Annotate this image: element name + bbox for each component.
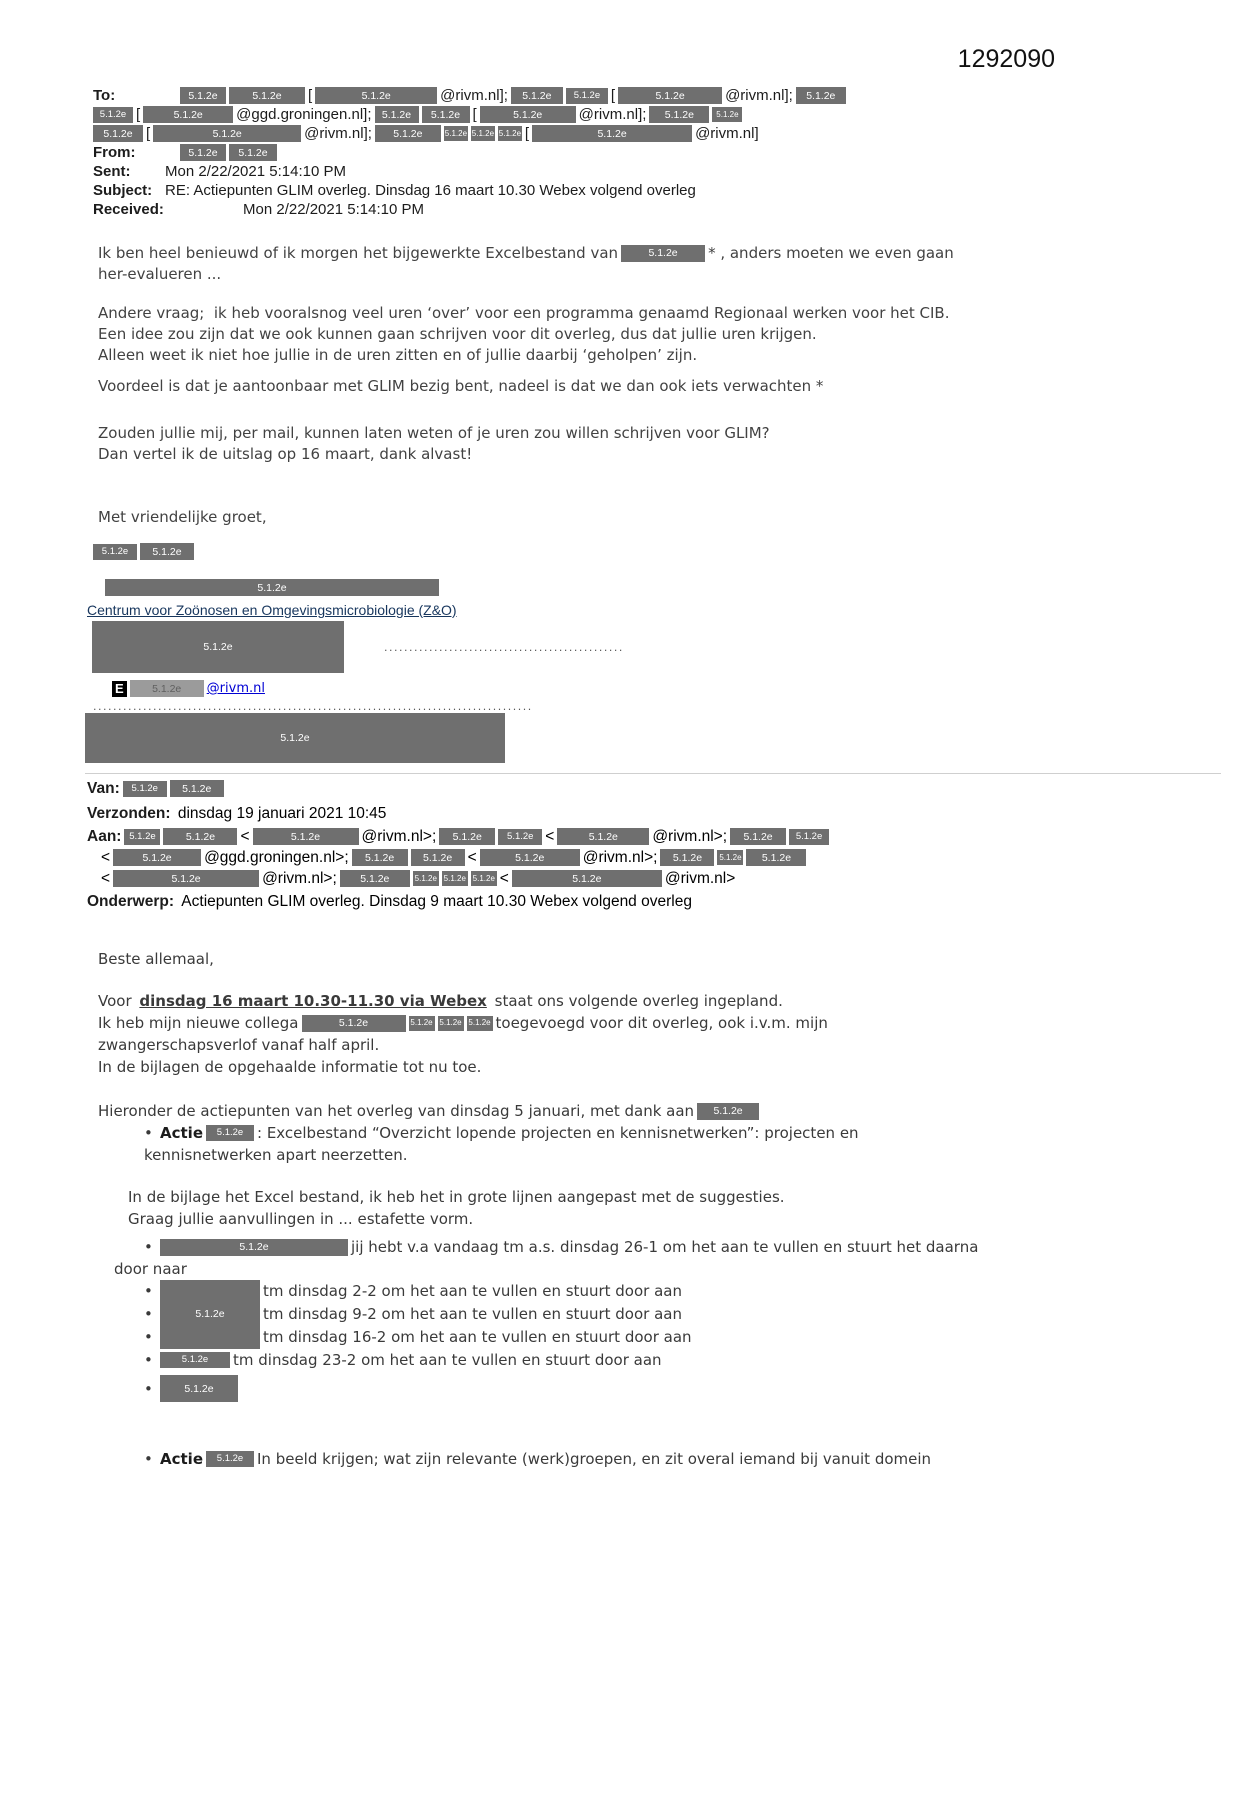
- body-line: zwangerschapsverlof vanaf half april.: [98, 1036, 380, 1054]
- from-row: [93, 143, 1201, 162]
- signature-email: [112, 679, 1201, 698]
- redaction-box: 5.1.2e: [498, 126, 522, 141]
- redaction-box: 5.1.2e: [124, 829, 160, 845]
- text-run: jij hebt v.a vandaag tm a.s. dinsdag 26-1 om het aan te vullen en stuurt het daarna: [351, 1238, 979, 1256]
- body-line: [98, 243, 1201, 264]
- text-run: @rivm.nl>;: [262, 869, 337, 887]
- text-run: @rivm.nl];: [440, 87, 508, 104]
- redaction-box: 5.1.2e: [93, 107, 133, 123]
- to-line-3: [93, 124, 1201, 143]
- redaction-box: 5.1.2e: [140, 543, 194, 560]
- action-bullet: [144, 1122, 1201, 1144]
- redaction-box: 5.1.2e: [105, 579, 439, 596]
- redaction-box: 5.1.2e: [160, 1303, 260, 1326]
- redaction-box: 5.1.2e: [375, 125, 441, 142]
- bullet-continuation: door naar: [114, 1260, 187, 1278]
- subject-value: RE: Actiepunten GLIM overleg. Dinsdag 16 maart 10.30 Webex volgend overleg: [165, 182, 696, 199]
- redaction-box: 5.1.2e: [85, 713, 505, 763]
- redaction-box: 5.1.2e: [480, 106, 576, 123]
- redaction-box: 5.1.2e: [160, 1375, 238, 1402]
- body-line: In de bijlage het Excel bestand, ik heb het in grote lijnen aangepast met de suggesties.: [128, 1188, 785, 1206]
- body-line: Dan vertel ik de uitslag op 16 maart, dank alvast!: [98, 445, 473, 463]
- sent-row: [93, 162, 1201, 181]
- text-run: tm dinsdag 23-2 om het aan te vullen en stuurt door aan: [233, 1351, 662, 1369]
- text-run: [: [472, 106, 477, 123]
- text-run: <: [101, 848, 111, 866]
- sent-value: Mon 2/22/2021 5:14:10 PM: [165, 163, 346, 180]
- redaction-box: 5.1.2e: [712, 107, 742, 122]
- verzonden-value: dinsdag 19 januari 2021 10:45: [173, 804, 387, 822]
- text-run: Ik heb mijn nieuwe collega: [98, 1014, 299, 1032]
- redaction-box: 5.1.2e: [123, 781, 167, 797]
- text-run: <: [545, 827, 555, 845]
- bullet-icon: •: [144, 1351, 153, 1369]
- text-run: tm dinsdag 2-2 om het aan te vullen en stuurt door aan: [263, 1282, 682, 1300]
- bullet-continuation: kennisnetwerken apart neerzetten.: [144, 1146, 408, 1164]
- body-line: Een idee zou zijn dat we ook kunnen gaan schrijven voor dit overleg, dus dat jullie uren krijgen.: [98, 325, 817, 343]
- van-row: [87, 778, 1201, 799]
- list-item: [144, 1280, 1201, 1303]
- redaction-box: 5.1.2e: [621, 245, 705, 262]
- redaction-box: 5.1.2e: [618, 87, 722, 104]
- signature-org: Centrum voor Zoönosen en Omgevingsmicrobiologie (Z&O): [87, 602, 457, 618]
- bullet-line: [160, 1303, 682, 1326]
- to-row: [93, 86, 1201, 105]
- bullet-line: [160, 1326, 692, 1349]
- signature-dept: [105, 578, 1201, 597]
- list-item: [144, 1326, 1201, 1349]
- received-row: [93, 200, 1201, 219]
- redaction-box: 5.1.2e: [660, 849, 714, 866]
- redaction-box: 5.1.2e: [439, 828, 495, 845]
- redaction-box: [160, 1280, 260, 1303]
- redaction-box: 5.1.2e: [206, 1451, 254, 1467]
- text-run: tm dinsdag 16-2 om het aan te vullen en stuurt door aan: [263, 1328, 692, 1346]
- redaction-box: 5.1.2e: [511, 87, 563, 104]
- aan-line-2: [101, 847, 1201, 868]
- redaction-box: 5.1.2e: [413, 871, 439, 886]
- redaction-box: 5.1.2e: [153, 125, 301, 142]
- list-item: [144, 1375, 1201, 1402]
- bold-text: Aan:: [87, 827, 122, 845]
- list-item: [144, 1349, 1201, 1371]
- redaction-box: 5.1.2e: [113, 849, 201, 866]
- bullet-icon: •: [144, 1124, 153, 1142]
- email2-body: [98, 948, 1201, 1470]
- body-line: Graag jullie aanvullingen in ... estafette vorm.: [128, 1210, 474, 1228]
- redaction-box: 5.1.2e: [375, 106, 419, 123]
- signature-dots: [93, 700, 1201, 713]
- redaction-box: 5.1.2e: [566, 88, 608, 104]
- body-line: In de bijlagen de opgehaalde informatie tot nu toe.: [98, 1058, 482, 1076]
- redaction-box: 5.1.2e: [422, 106, 470, 123]
- redaction-box: 5.1.2e: [352, 849, 408, 866]
- redaction-box: 5.1.2e: [532, 125, 692, 142]
- redaction-box: 5.1.2e: [746, 849, 806, 866]
- text-run: @rivm.nl>;: [652, 827, 728, 845]
- sent-label: Sent:: [93, 163, 131, 180]
- text-run: @ggd.groningen.nl];: [236, 106, 372, 123]
- bullet-icon: •: [144, 1238, 153, 1256]
- bullet-icon: •: [144, 1450, 153, 1468]
- list-item: [144, 1236, 1201, 1258]
- redaction-box: 5.1.2e: [315, 87, 437, 104]
- redaction-box: 5.1.2e: [512, 870, 662, 887]
- dotted-line: ................................................: [384, 640, 624, 654]
- redaction-box: 5.1.2e: [163, 828, 237, 845]
- bullet-icon: •: [144, 1305, 153, 1323]
- bullet-line: [160, 1375, 238, 1402]
- bullet-line: [160, 1122, 859, 1144]
- bullet-line: [160, 1280, 682, 1303]
- redaction-box: 5.1.2e: [717, 850, 743, 865]
- redaction-box: 5.1.2e: [471, 871, 497, 886]
- subject-row: [93, 181, 1201, 200]
- text-run: [: [146, 125, 151, 142]
- aan-line-1: [87, 826, 1201, 847]
- text-run: @rivm.nl];: [304, 125, 372, 142]
- text-run: [: [524, 125, 530, 142]
- redaction-box: 5.1.2e: [649, 106, 709, 123]
- redaction-box: 5.1.2e: [229, 144, 277, 161]
- body-line: Voordeel is dat je aantoonbaar met GLIM bezig bent, nadeel is dat we dan ook iets verwachten *: [98, 377, 824, 395]
- text-run: toegevoegd voor dit overleg, ook i.v.m. mijn: [495, 1014, 828, 1032]
- body-line: [98, 990, 1201, 1012]
- bullet-icon: •: [144, 1328, 153, 1346]
- bold-text: Van:: [87, 779, 120, 797]
- text-run: * , anders moeten we even gaan: [708, 244, 954, 262]
- text-run: tm dinsdag 9-2 om het aan te vullen en stuurt door aan: [263, 1305, 682, 1323]
- redaction-box: 5.1.2e: [113, 870, 259, 887]
- document-page: [0, 45, 1241, 1799]
- bold-text: Actie: [160, 1124, 203, 1142]
- email-link[interactable]: @rivm.nl: [206, 681, 265, 696]
- action-bullet: [144, 1448, 1201, 1470]
- greeting-line: Beste allemaal,: [98, 950, 214, 968]
- text-run: staat ons volgende overleg ingepland.: [489, 992, 783, 1010]
- redaction-box: 5.1.2e: [229, 87, 305, 104]
- signature-footer: [85, 713, 1201, 763]
- redaction-box: 5.1.2e: [796, 87, 846, 104]
- redaction-box: 5.1.2e: [557, 828, 649, 845]
- text-run: Hieronder de actiepunten van het overleg van dinsdag 5 januari, met dank aan: [98, 1102, 695, 1120]
- text-run: : Excelbestand “Overzicht lopende projecten en kennisnetwerken”: projecten en: [257, 1124, 859, 1142]
- onderwerp-row: [87, 891, 1201, 912]
- text-run: [: [136, 106, 141, 123]
- verzonden-label: Verzonden:: [87, 804, 171, 822]
- text-run: @rivm.nl];: [578, 106, 647, 123]
- body-line: Zouden jullie mij, per mail, kunnen laten weten of je uren zou willen schrijven voor GLIM?: [98, 424, 770, 442]
- divider-line: [85, 773, 1221, 774]
- redaction-box: 5.1.2e: [160, 1352, 230, 1368]
- to-line-1: [165, 86, 846, 105]
- text-run: In beeld krijgen; wat zijn relevante (werk)groepen, en zit overal iemand bij vanuit domein: [257, 1450, 932, 1468]
- bullet-line: [160, 1448, 931, 1470]
- redaction-box: 5.1.2e: [340, 870, 410, 887]
- bold-text: Actie: [160, 1450, 203, 1468]
- text-run: @rivm.nl]: [695, 125, 759, 142]
- bullet-line: [160, 1236, 978, 1258]
- redaction-box: 5.1.2e: [409, 1016, 435, 1031]
- redaction-box: 5.1.2e: [160, 1239, 348, 1256]
- redaction-box: 5.1.2e: [93, 544, 137, 560]
- redaction-box: 5.1.2e: [206, 1125, 254, 1141]
- email1-body: [98, 243, 1201, 528]
- list-item: [144, 1303, 1201, 1326]
- signature-names: [93, 542, 1201, 561]
- subject-label: Subject:: [93, 182, 153, 199]
- bold-underline-text: dinsdag 16 maart 10.30-11.30 via Webex: [139, 992, 487, 1010]
- closing-line: Met vriendelijke groet,: [98, 508, 267, 526]
- redaction-box: 5.1.2e: [92, 621, 344, 673]
- redaction-box: 5.1.2e: [442, 871, 468, 886]
- stamp-number: 1292090: [957, 45, 1055, 73]
- bullet-icon: •: [144, 1379, 153, 1398]
- body-line: Andere vraag; ik heb vooralsnog veel uren ‘over’ voor een programma genaamd Regionaal werken voor het CIB.: [98, 304, 950, 322]
- text-run: @rivm.nl>: [664, 869, 736, 887]
- body-line: her-evalueren ...: [98, 265, 222, 283]
- body-line: [98, 1100, 1201, 1122]
- aan-line-3: [101, 868, 1201, 889]
- received-value: Mon 2/22/2021 5:14:10 PM: [243, 201, 424, 218]
- text-run: [: [308, 87, 313, 104]
- bullet-line: [160, 1349, 662, 1371]
- signature-address: [92, 621, 1201, 673]
- to-line-2: [93, 105, 1201, 124]
- text-run: @rivm.nl>;: [582, 848, 658, 866]
- redaction-box: 5.1.2e: [253, 828, 359, 845]
- onderwerp-label: Onderwerp:: [87, 892, 174, 910]
- redaction-box: 5.1.2e: [498, 829, 542, 845]
- estafette-list: [98, 1280, 1201, 1349]
- redaction-box: 5.1.2e: [143, 106, 233, 123]
- text-run: <: [467, 848, 477, 866]
- redaction-box: 5.1.2e: [789, 829, 829, 845]
- redaction-box: 5.1.2e: [93, 125, 143, 142]
- dotted-line: ........................................................................................: [93, 700, 533, 713]
- text-run: [: [610, 87, 616, 104]
- body-line: Alleen weet ik niet hoe jullie in de uren zitten en of jullie daarbij ‘geholpen’ zijn.: [98, 346, 698, 364]
- redaction-box: 5.1.2e: [471, 126, 495, 141]
- page-content: [0, 45, 1241, 1470]
- text-run: Ik ben heel benieuwd of ik morgen het bijgewerkte Excelbestand van: [98, 244, 619, 262]
- from-line: [165, 143, 277, 162]
- text-run: <: [499, 869, 509, 887]
- redaction-box: [160, 1326, 260, 1349]
- text-run: @rivm.nl>;: [361, 827, 437, 845]
- redaction-box: 5.1.2e: [697, 1103, 759, 1120]
- to-label: To:: [93, 87, 116, 104]
- text-run: @ggd.groningen.nl>;: [204, 848, 349, 866]
- verzonden-row: [87, 803, 1201, 824]
- bullet-icon: •: [144, 1282, 153, 1300]
- text-run: <: [240, 827, 250, 845]
- body-line: [98, 1012, 1201, 1034]
- email-field-label: E: [112, 681, 127, 697]
- text-run: <: [101, 869, 111, 887]
- text-run: @rivm.nl];: [725, 87, 793, 104]
- redaction-box: 5.1.2e: [302, 1015, 406, 1032]
- received-label: Received:: [93, 201, 164, 218]
- redaction-box: 5.1.2e: [130, 680, 204, 697]
- redaction-box: 5.1.2e: [180, 144, 226, 161]
- redaction-box: 5.1.2e: [438, 1016, 464, 1031]
- email2-header: [87, 778, 1201, 912]
- redaction-box: 5.1.2e: [467, 1016, 493, 1031]
- text-run: Voor: [98, 992, 137, 1010]
- onderwerp-value: Actiepunten GLIM overleg. Dinsdag 9 maart 10.30 Webex volgend overleg: [176, 892, 692, 910]
- redaction-box: 5.1.2e: [170, 780, 224, 797]
- email1-header: [93, 86, 1201, 219]
- redaction-box: 5.1.2e: [444, 126, 468, 141]
- signature-block: [87, 542, 1201, 763]
- redaction-box: 5.1.2e: [411, 849, 465, 866]
- redaction-box: 5.1.2e: [180, 87, 226, 104]
- redaction-box: 5.1.2e: [730, 828, 786, 845]
- redaction-box: 5.1.2e: [480, 849, 580, 866]
- from-label: From:: [93, 144, 136, 161]
